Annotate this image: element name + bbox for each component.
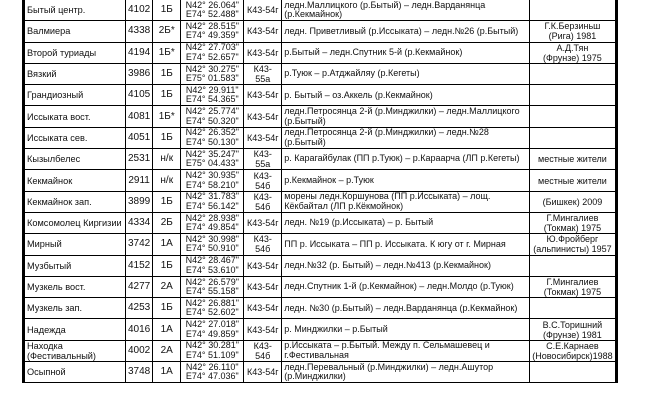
pass-coordinates (181, 42, 244, 63)
pass-route: р.Бытый – ледн.Спутник 5-й (р.Кекмайнок) (282, 42, 530, 63)
latitude: N42° 30.275" (185, 63, 239, 74)
pass-route: р. Карагайбулак (ПП р.Туюк) – р.Караарча (ЛП р.Кегеты) (282, 149, 530, 170)
pass-name: Иссыката сев. (24, 127, 126, 148)
map-sheet: К43-54г (244, 106, 282, 127)
longitude: E74° 49.859" (185, 328, 239, 339)
pass-name: Кекмайнок зап. (24, 191, 126, 212)
pass-coordinates (181, 0, 244, 21)
pass-grade: 1Б (153, 127, 181, 148)
pass-grade: 2А (153, 340, 181, 361)
latitude: N42° 26.110" (185, 361, 239, 372)
pass-grade: 2А (153, 276, 181, 297)
latitude: N42° 35.247" (185, 148, 239, 159)
latitude: N42° 30.281" (185, 340, 239, 351)
pass-route: р. Бытый – оз.Аккель (р.Кекмайнок) (282, 85, 530, 106)
pass-name: Мирный (24, 234, 126, 255)
pass-route: ледн.Петросянца 2-й (р.Минджилки) – ледн.№28 (р.Бытый) (282, 127, 530, 148)
pass-coordinates (181, 21, 244, 42)
pass-height: 3986 (126, 63, 153, 84)
longitude: E74° 47.036" (185, 371, 239, 382)
pass-height: 3899 (126, 191, 153, 212)
map-sheet: К43-54б (244, 234, 282, 255)
map-sheet: К43-54г (244, 362, 282, 383)
table-row (24, 298, 617, 319)
latitude: N42° 27.703" (185, 42, 239, 53)
map-sheet: К43-54г (244, 85, 282, 106)
first-ascent (530, 340, 616, 361)
latitude: N42° 27.018" (185, 319, 239, 330)
latitude: N42° 31.783" (185, 191, 239, 202)
map-sheet: К43-54б (244, 170, 282, 191)
table-row (24, 0, 617, 21)
longitude: E74° 52.488" (185, 9, 239, 20)
pass-name: Бытый центр. (24, 0, 126, 21)
pass-coordinates (181, 255, 244, 276)
map-sheet: К43-54г (244, 212, 282, 233)
first-ascent-author: местные жители (538, 175, 607, 186)
longitude: E75° 04.433" (185, 158, 239, 169)
longitude: E74° 50.910" (185, 243, 239, 254)
pass-route: ледн.Перевальный (р.Минджилки) – ледн.Ашутор (р.Минджилки) (282, 362, 530, 383)
pass-name: Вязкий (24, 63, 126, 84)
table-row (24, 42, 617, 63)
table-row (24, 191, 617, 212)
pass-name: Музбытый (24, 255, 126, 276)
table-row (24, 276, 617, 297)
longitude: E75° 01.583" (185, 73, 239, 84)
first-ascent (530, 85, 616, 106)
map-sheet: К43-54г (244, 255, 282, 276)
pass-name: Кызылбелес (24, 149, 126, 170)
pass-grade: 1Б* (153, 106, 181, 127)
pass-name: Находка (Фестивальный) (24, 340, 126, 361)
longitude: E74° 52.602" (185, 307, 239, 318)
first-ascent (530, 362, 616, 383)
pass-coordinates (181, 149, 244, 170)
pass-coordinates (181, 298, 244, 319)
pass-grade: 1Б (153, 63, 181, 84)
map-sheet: К43-54г (244, 298, 282, 319)
pass-coordinates (181, 212, 244, 233)
first-ascent-author: местные жители (538, 154, 607, 165)
pass-grade: 1А (153, 362, 181, 383)
pass-name: Надежда (24, 319, 126, 340)
first-ascent-author: С.Е.Карнаев (546, 340, 599, 351)
table-row (24, 85, 617, 106)
pass-grade: 1Б (153, 0, 181, 21)
longitude: E74° 58.210" (185, 179, 239, 190)
map-sheet: К43-55а (244, 149, 282, 170)
pass-height: 4081 (126, 106, 153, 127)
pass-height: 4051 (126, 127, 153, 148)
longitude: E74° 53.610" (185, 264, 239, 275)
pass-name: Валмиера (24, 21, 126, 42)
first-ascent (530, 212, 616, 233)
longitude: E74° 49.359" (185, 30, 239, 41)
pass-height: 4002 (126, 340, 153, 361)
pass-height: 4105 (126, 85, 153, 106)
pass-grade: 1А (153, 234, 181, 255)
longitude: E74° 49.854" (185, 222, 239, 233)
table-row (24, 21, 617, 42)
latitude: N42° 30.998" (185, 233, 239, 244)
first-ascent-author: Ю.Фройберг (546, 234, 599, 245)
longitude: E74° 55.158" (185, 286, 239, 296)
latitude: N42° 26.352" (185, 127, 239, 138)
longitude: E74° 56.142" (185, 200, 239, 211)
first-ascent (530, 255, 616, 276)
longitude: E74° 51.109" (185, 349, 239, 360)
first-ascent (530, 191, 616, 212)
table-row (24, 212, 617, 233)
first-ascent (530, 298, 616, 319)
pass-name: Второй туриады (24, 42, 126, 63)
first-ascent (530, 170, 616, 191)
pass-height: 4334 (126, 212, 153, 233)
passes-table (22, 0, 618, 383)
pass-grade: 1Б (153, 191, 181, 212)
first-ascent-origin-year: (Рига) 1981 (548, 31, 597, 42)
pass-coordinates (181, 234, 244, 255)
first-ascent-origin-year: (Токмак) 1975 (543, 287, 602, 297)
table-row (24, 319, 617, 340)
pass-grade: н/к (153, 170, 181, 191)
pass-height: 4194 (126, 42, 153, 63)
first-ascent (530, 319, 616, 340)
passes-table-body (24, 0, 617, 383)
pass-height: 4102 (126, 0, 153, 21)
first-ascent-author: А.Д.Тян (556, 42, 589, 53)
pass-route: р.Туюк – р.Атджайляу (р.Кегеты) (282, 63, 530, 84)
pass-name: Иссыката вост. (24, 106, 126, 127)
latitude: N42° 28.938" (185, 212, 239, 223)
table-row (24, 149, 617, 170)
map-sheet: К43-54г (244, 21, 282, 42)
first-ascent-author: Г.Мингалиев (546, 277, 599, 287)
latitude: N42° 28.515" (185, 20, 239, 31)
pass-coordinates (181, 85, 244, 106)
table-row (24, 340, 617, 361)
first-ascent (530, 106, 616, 127)
pass-coordinates (181, 276, 244, 297)
longitude: E74° 50.320" (185, 115, 239, 126)
map-sheet: К43-54б (244, 191, 282, 212)
pass-height: 4152 (126, 255, 153, 276)
pass-height: 3742 (126, 234, 153, 255)
map-sheet: К43-55а (244, 63, 282, 84)
map-sheet: К43-54г (244, 42, 282, 63)
first-ascent-author: Г.К.Берзиньш (544, 21, 601, 32)
first-ascent (530, 42, 616, 63)
first-ascent (530, 63, 616, 84)
table-row (24, 106, 617, 127)
table-row (24, 170, 617, 191)
first-ascent (530, 276, 616, 297)
latitude: N42° 29.911" (185, 84, 239, 95)
pass-height: 4016 (126, 319, 153, 340)
pass-coordinates (181, 362, 244, 383)
latitude: N42° 26.579" (185, 276, 239, 287)
pass-route: ледн.Петросянца 2-й (р.Минджилки) – ледн.Маллицкого (р.Бытый) (282, 106, 530, 127)
latitude: N42° 26.881" (185, 297, 239, 308)
longitude: E74° 54.365" (185, 94, 239, 105)
pass-route: морены ледн.Коршунова (ПП р.Иссыката) – лощ. Кёкбайтал (ЛП р.Кёкмойнок) (282, 191, 530, 212)
pass-route: ПП р. Иссыката – ПП р. Иссыката. К югу от г. Мирная (282, 234, 530, 255)
pass-route: ледн.№32 (р. Бытый) – ледн.№413 (р.Кекмайнок) (282, 255, 530, 276)
latitude: N42° 26.064" (185, 0, 239, 10)
table-row (24, 234, 617, 255)
pass-grade: 1Б (153, 255, 181, 276)
pass-name: Музкель зап. (24, 298, 126, 319)
pass-route: р.Иссыката – р.Бытый. Между п. Сельмашевец и г.Фестивальная (282, 340, 530, 361)
first-ascent (530, 0, 616, 21)
pass-grade: 1Б* (153, 42, 181, 63)
pass-height: 4338 (126, 21, 153, 42)
first-ascent-origin-year: (Токмак) 1975 (543, 223, 602, 234)
pass-name: Осыпной (24, 362, 126, 383)
pass-route: ледн. №19 (р.Иссыката) – р. Бытый (282, 212, 530, 233)
pass-grade: н/к (153, 149, 181, 170)
pass-name: Кекмайнок (24, 170, 126, 191)
pass-height: 2911 (126, 170, 153, 191)
pass-coordinates (181, 106, 244, 127)
pass-name: Музкель вост. (24, 276, 126, 297)
latitude: N42° 25.774" (185, 106, 239, 117)
pass-route: ледн.Маллицкого (р.Бытый) – ледн.Варданянца (р.Кекмайнок) (282, 0, 530, 21)
first-ascent-author: В.С.Торишний (542, 319, 603, 330)
pass-route: р. Минджилки – р.Бытый (282, 319, 530, 340)
pass-coordinates (181, 319, 244, 340)
pass-route: ледн. №30 (р.Бытый) – ледн.Варданянца (р.Кекмайнок) (282, 298, 530, 319)
first-ascent-origin-year: (Фрунзе) 1975 (543, 52, 602, 63)
first-ascent (530, 127, 616, 148)
map-sheet: К43-54г (244, 0, 282, 21)
pass-coordinates (181, 191, 244, 212)
pass-route: р.Кекмайнок – р.Туюк (282, 170, 530, 191)
map-sheet: К43-54г (244, 319, 282, 340)
pass-grade: 2Б (153, 212, 181, 233)
pass-height: 4253 (126, 298, 153, 319)
first-ascent-author: Г.Мингалиев (546, 213, 599, 224)
first-ascent-origin-year: (альпинисты) 1957 (533, 244, 612, 255)
map-sheet: К43-54г (244, 276, 282, 297)
first-ascent-author: (Бишкек) 2009 (542, 196, 603, 207)
pass-coordinates (181, 127, 244, 148)
pass-grade: 2Б* (153, 21, 181, 42)
pass-coordinates (181, 63, 244, 84)
pass-grade: 1Б (153, 298, 181, 319)
first-ascent (530, 149, 616, 170)
table-row (24, 127, 617, 148)
first-ascent (530, 234, 616, 255)
pass-height: 4277 (126, 276, 153, 297)
first-ascent (530, 21, 616, 42)
pass-grade: 1А (153, 319, 181, 340)
first-ascent-origin-year: (Новосибирск)1988 (532, 350, 613, 361)
pass-route: ледн. Приветливый (р.Иссыката) – ледн.№26 (р.Бытый) (282, 21, 530, 42)
longitude: E74° 52.657" (185, 51, 239, 62)
pass-route: ледн.Спутник 1-й (р.Кекмайнок) – ледн.Молдо (р.Туюк) (282, 276, 530, 297)
latitude: N42° 30.935" (185, 170, 239, 181)
table-row (24, 362, 617, 383)
latitude: N42° 28.467" (185, 255, 239, 266)
pass-coordinates (181, 340, 244, 361)
pass-name: Грандиозный (24, 85, 126, 106)
pass-name: Комсомолец Киргизии (24, 212, 126, 233)
map-sheet: К43-54б (244, 340, 282, 361)
pass-height: 3748 (126, 362, 153, 383)
table-row (24, 63, 617, 84)
pass-coordinates (181, 170, 244, 191)
table-row (24, 255, 617, 276)
longitude: E74° 50.130" (185, 136, 239, 147)
map-sheet: К43-54г (244, 127, 282, 148)
first-ascent-origin-year: (Фрунзе) 1981 (543, 329, 602, 340)
pass-height: 2531 (126, 149, 153, 170)
pass-grade: 1Б (153, 85, 181, 106)
